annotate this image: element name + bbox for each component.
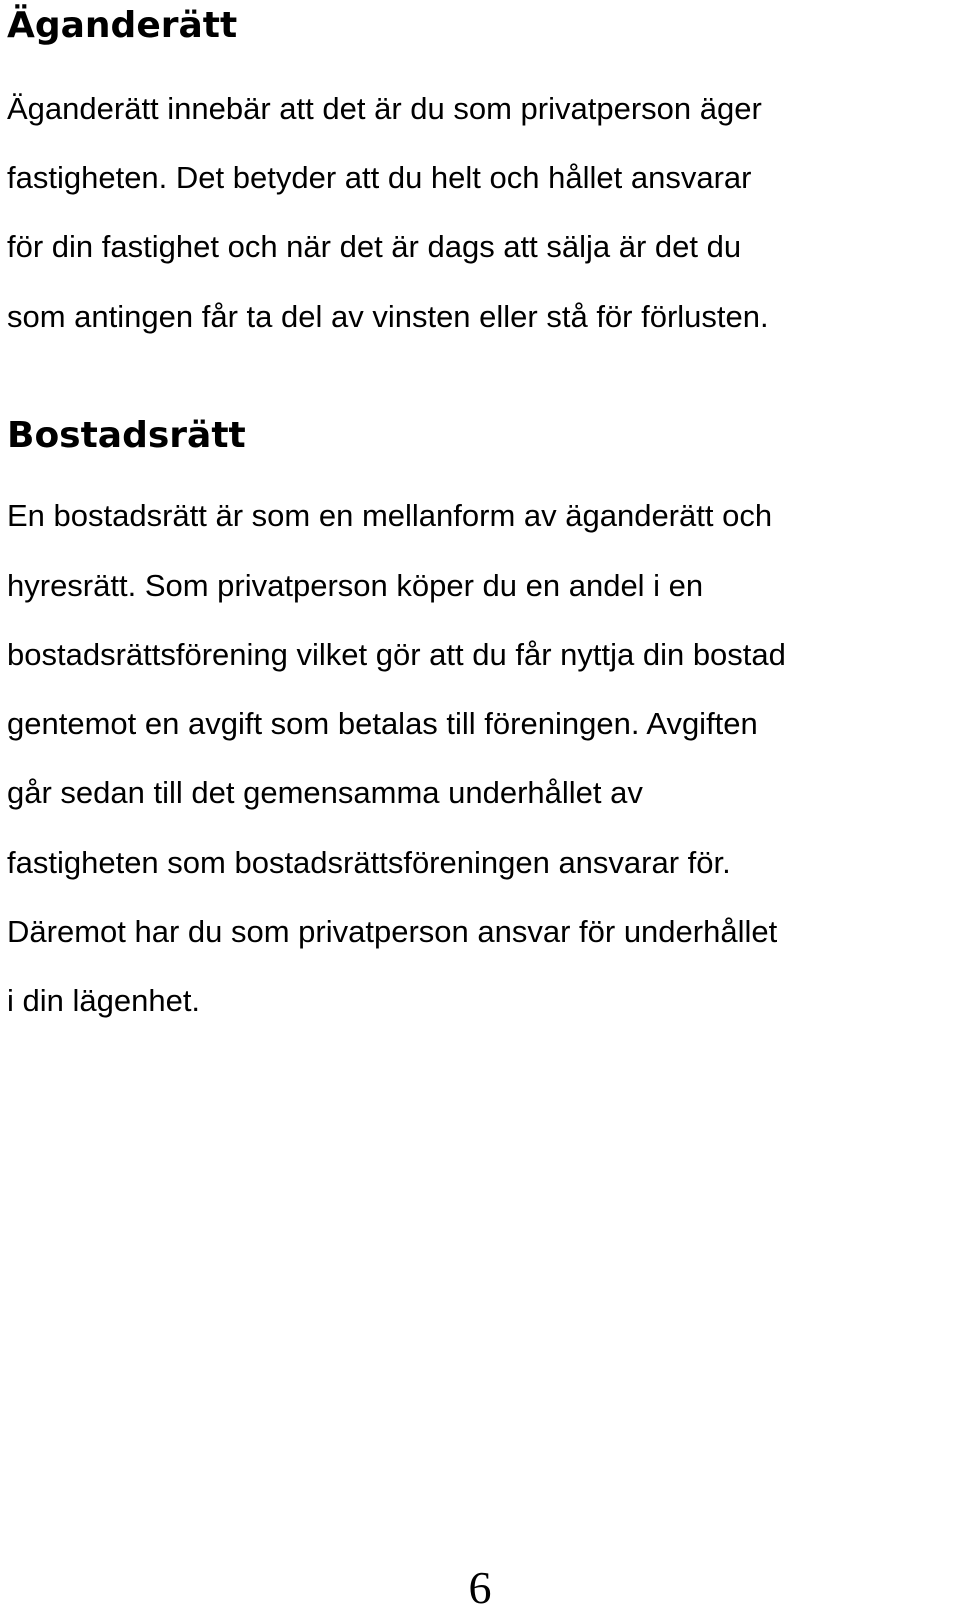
section-heading-aganderatt: Äganderätt — [7, 5, 238, 46]
paragraph-line: för din fastighet och när det är dags att sälja är det du — [7, 229, 742, 264]
paragraph-line: som antingen får ta del av vinsten eller stå för förlusten. — [7, 299, 769, 334]
paragraph-line: Äganderätt innebär att det är du som privatperson äger — [7, 91, 762, 126]
page-number: 6 — [468, 1562, 492, 1613]
paragraph-line: går sedan till det gemensamma underhållet av — [7, 775, 643, 810]
paragraph-line: Däremot har du som privatperson ansvar för underhållet — [7, 914, 778, 949]
paragraph-line: i din lägenhet. — [7, 983, 201, 1018]
paragraph-line: gentemot en avgift som betalas till föreningen. Avgiften — [7, 706, 758, 741]
paragraph-line: En bostadsrätt är som en mellanform av äganderätt och — [7, 498, 773, 533]
section-heading-bostadsratt: Bostadsrätt — [7, 415, 246, 456]
paragraph-line: hyresrätt. Som privatperson köper du en andel i en — [7, 568, 704, 603]
paragraph-line: bostadsrättsförening vilket gör att du får nyttja din bostad — [7, 637, 786, 672]
paragraph-line: fastigheten. Det betyder att du helt och hållet ansvarar — [7, 160, 752, 195]
paragraph-line: fastigheten som bostadsrättsföreningen ansvarar för. — [7, 845, 731, 880]
